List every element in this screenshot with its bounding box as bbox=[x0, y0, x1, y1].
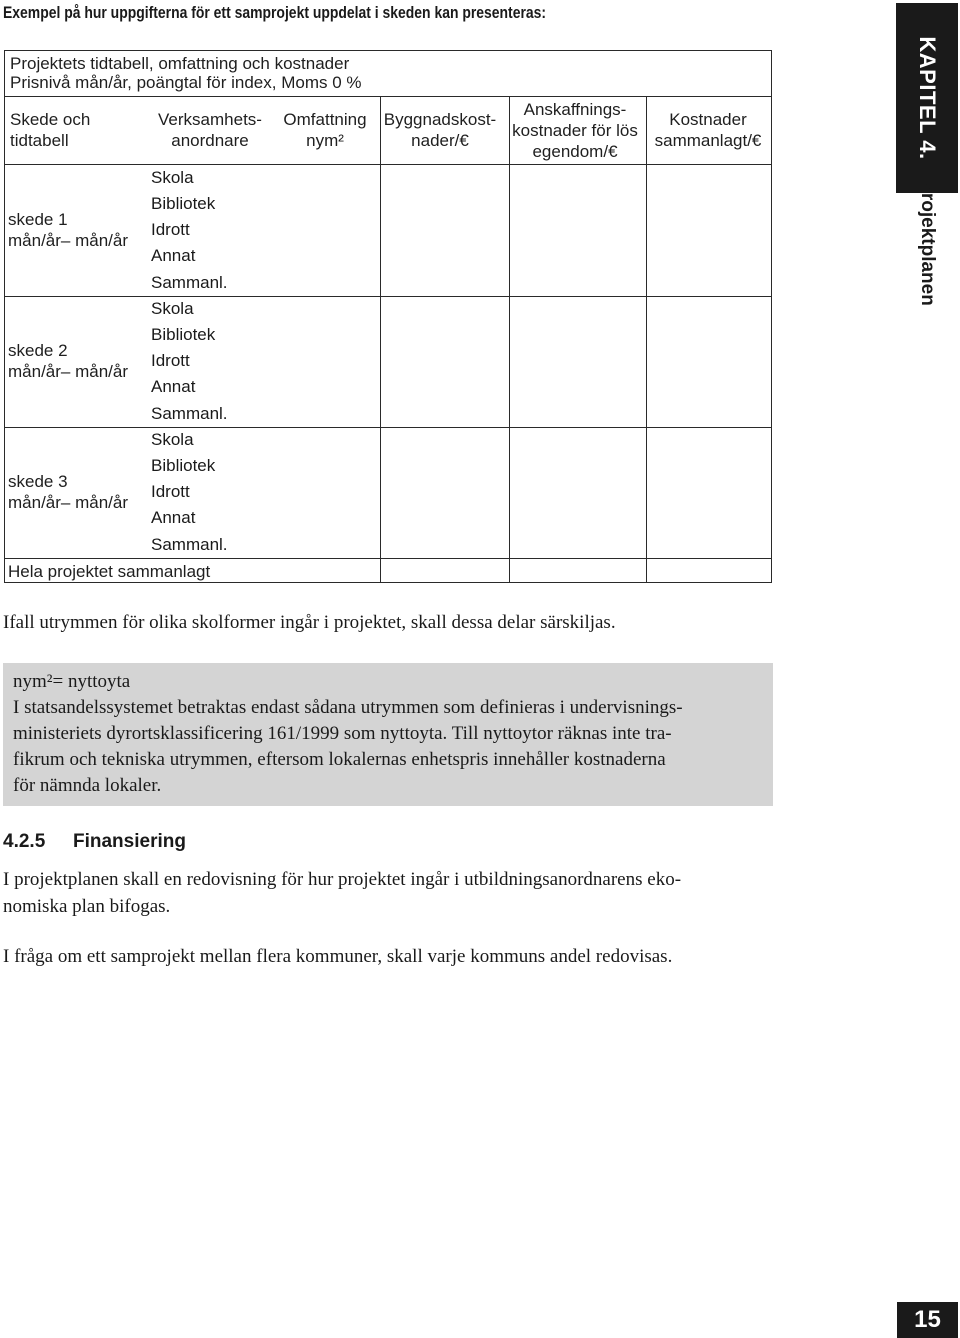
stage3-item: Annat bbox=[151, 508, 196, 527]
col-header-verksamhet: Verksamhets- anordnare bbox=[158, 110, 262, 150]
stage1-item: Annat bbox=[151, 246, 196, 265]
stage2-item: Skola bbox=[151, 299, 194, 318]
chapter-subtitle: Projektplanen bbox=[917, 180, 938, 306]
table-title-line1: Projektets tidtabell, omfattning och kostnader bbox=[10, 54, 350, 73]
stage1-item: Sammanl. bbox=[151, 273, 228, 292]
stage2-item: Annat bbox=[151, 377, 196, 396]
stage3-item: Idrott bbox=[151, 482, 190, 501]
stage3-item: Skola bbox=[151, 430, 194, 449]
info-line: I statsandelssystemet betraktas endast sådana utrymmen som definieras i undervisnings- bbox=[13, 697, 683, 718]
total-label: Hela projektet sammanlagt bbox=[8, 562, 211, 581]
stage2-item: Bibliotek bbox=[151, 325, 216, 344]
page-heading: Exempel på hur uppgifterna för ett samprojekt uppdelat i skeden kan presenteras: bbox=[3, 3, 547, 22]
col-header-skede: Skede och tidtabell bbox=[10, 110, 91, 150]
header-top-divider bbox=[5, 96, 771, 97]
stage3-label: skede 3 mån/år– mån/år bbox=[8, 472, 128, 512]
col-header-kostnader: Kostnader sammanlagt/€ bbox=[654, 110, 762, 150]
chapter-label: KAPITEL 4. bbox=[915, 36, 940, 160]
stage3-item: Sammanl. bbox=[151, 535, 228, 554]
col-header-anskaffning: Anskaffnings- kostnader för lös egendom/€ bbox=[512, 100, 638, 161]
col-divider-bygg bbox=[509, 97, 510, 583]
stage3-item: Bibliotek bbox=[151, 456, 216, 475]
info-box bbox=[3, 663, 773, 806]
info-line: nym²= nyttoyta bbox=[13, 671, 131, 692]
schedule-table bbox=[4, 50, 772, 583]
stage1-divider bbox=[5, 296, 771, 297]
info-line: fikrum och tekniska utrymmen, eftersom lokalernas enhetspris innehåller kostnaderna bbox=[13, 749, 666, 770]
stage1-item: Bibliotek bbox=[151, 194, 216, 213]
table-title-line2: Prisnivå mån/år, poängtal för index, Moms 0 % bbox=[10, 73, 362, 92]
col-divider-ansk bbox=[646, 97, 647, 583]
info-line: för nämnda lokaler. bbox=[13, 775, 162, 796]
note-ifall: Ifall utrymmen för olika skolformer ingår i projektet, skall dessa delar särskiljas. bbox=[3, 612, 616, 633]
stage1-item: Skola bbox=[151, 168, 194, 187]
stage2-item: Sammanl. bbox=[151, 404, 228, 423]
stage1-label: skede 1 mån/år– mån/år bbox=[8, 210, 128, 250]
stage2-item: Idrott bbox=[151, 351, 190, 370]
stage3-divider bbox=[5, 558, 771, 559]
col-divider-omfattning bbox=[380, 97, 381, 583]
page-number: 15 bbox=[897, 1302, 958, 1338]
info-line: ministeriets dyrortsklassificering 161/1999 som nyttoyta. Till nyttoytor räknas inte tra- bbox=[13, 723, 672, 744]
paragraph1-line: nomiska plan bifogas. bbox=[3, 896, 171, 917]
paragraph2: I fråga om ett samprojekt mellan flera kommuner, skall varje kommuns andel redovisas. bbox=[3, 946, 673, 967]
section-title: Finansiering bbox=[73, 831, 186, 852]
stage1-item: Idrott bbox=[151, 220, 190, 239]
stage2-divider bbox=[5, 427, 771, 428]
section-number: 4.2.5 bbox=[3, 831, 46, 852]
header-bottom-divider bbox=[5, 164, 771, 165]
stage2-label: skede 2 mån/år– mån/år bbox=[8, 341, 128, 381]
chapter-tab bbox=[896, 3, 958, 193]
col-header-omfattning: Omfattning nym² bbox=[283, 110, 367, 150]
paragraph1-line: I projektplanen skall en redovisning för hur projektet ingår i utbildningsanordnarens eko- bbox=[3, 869, 682, 890]
col-header-byggnadskostnader: Byggnadskost- nader/€ bbox=[383, 110, 497, 150]
